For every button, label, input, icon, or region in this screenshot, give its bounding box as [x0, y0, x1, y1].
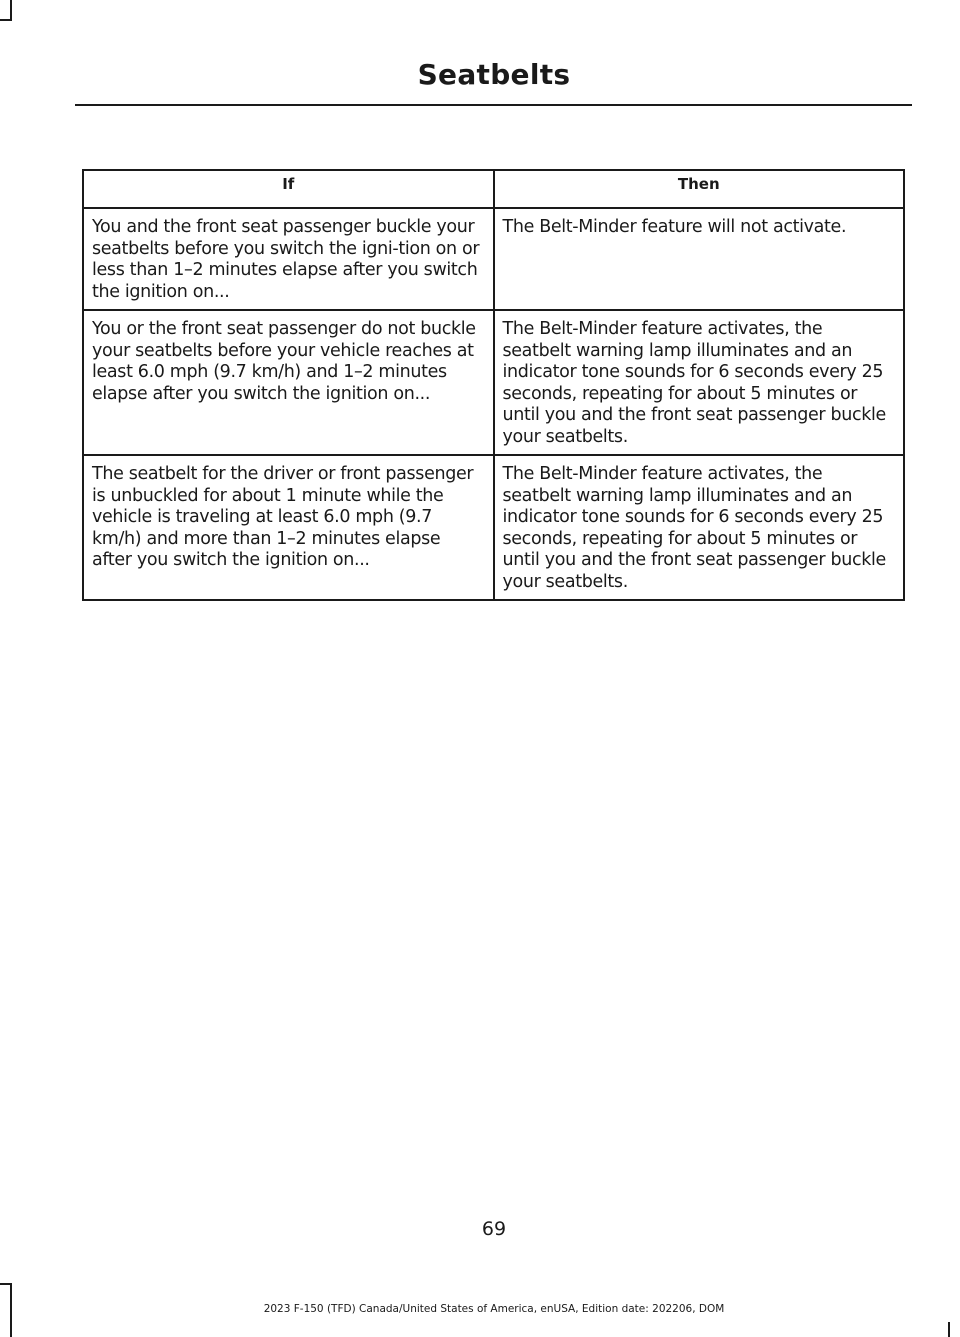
crop-mark-bottom-right [948, 1322, 950, 1337]
page-number: 69 [481, 1218, 507, 1240]
then-cell: The Belt-Minder feature activates, the seatbelt warning lamp illuminates and an indicator tone sounds for 6 seconds every 25 seconds, repeating for about 5 minutes or until you and the front seat passenger buckle your seatbelts. [494, 455, 905, 600]
if-cell: You or the front seat passenger do not buckle your seatbelts before your vehicle reaches at least 6.0 mph (9.7 km/h) and 1–2 minutes elapse after you switch the ignition on... [83, 310, 494, 455]
table-row [83, 310, 904, 455]
belt-minder-table [82, 169, 905, 601]
crop-mark-top-left-horizontal [0, 19, 12, 21]
crop-mark-top-left [10, 0, 12, 19]
column-header-if: If [83, 170, 494, 208]
table-header-row [83, 170, 904, 208]
table-row [83, 208, 904, 310]
table-row [83, 455, 904, 600]
if-cell: The seatbelt for the driver or front passenger is unbuckled for about 1 minute while the vehicle is traveling at least 6.0 mph (9.7 km/h) and more than 1–2 minutes elapse after you switch the ignition on... [83, 455, 494, 600]
header-divider [75, 104, 912, 106]
then-cell: The Belt-Minder feature activates, the seatbelt warning lamp illuminates and an indicator tone sounds for 6 seconds every 25 seconds, repeating for about 5 minutes or until you and the front seat passenger buckle your seatbelts. [494, 310, 905, 455]
if-cell: You and the front seat passenger buckle your seatbelts before you switch the igni-tion on or less than 1–2 minutes elapse after you switch the ignition on... [83, 208, 494, 310]
edition-footer: 2023 F-150 (TFD) Canada/United States of America, enUSA, Edition date: 202206, DOM [263, 1303, 725, 1315]
page-title: Seatbelts [417, 58, 571, 91]
then-cell: The Belt-Minder feature will not activate. [494, 208, 905, 310]
column-header-then: Then [494, 170, 905, 208]
crop-mark-bottom-left-horizontal [0, 1283, 12, 1285]
